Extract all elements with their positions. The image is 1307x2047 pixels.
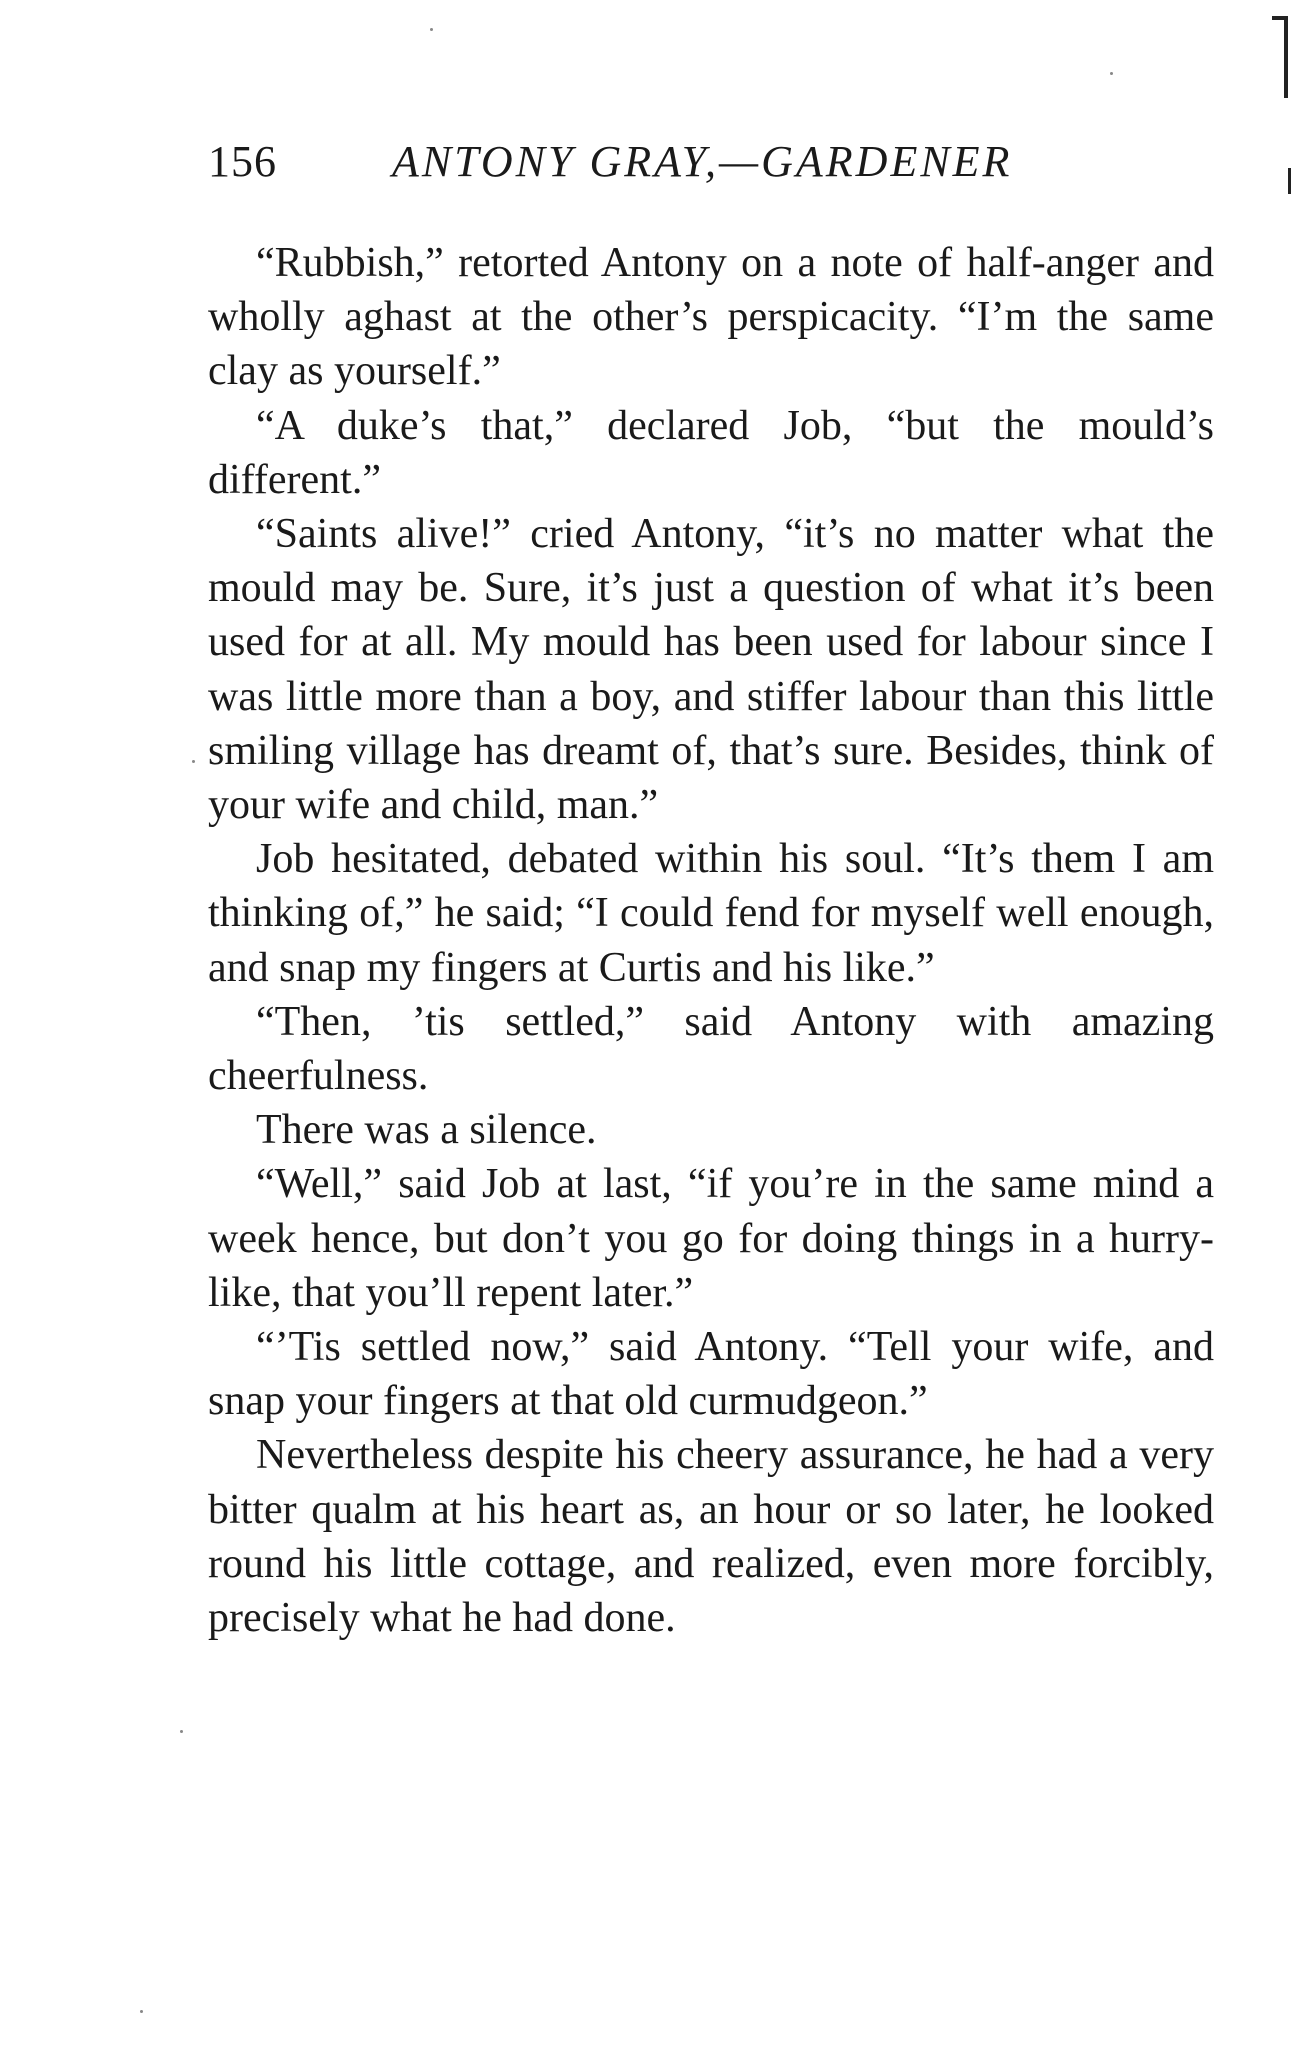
running-title: ANTONY GRAY,—GARDENER — [392, 137, 1013, 186]
paragraph: “Well,” said Job at last, “if you’re in the same mind a week hence, but don’t you go for doing things in a hurry-like, that you’ll repent later.” — [208, 1161, 1214, 1316]
scan-edge-mark — [1284, 18, 1288, 98]
scan-speck — [140, 2010, 143, 2013]
paragraph: Job hesitated, debated within his soul. “It’s them I am thinking of,” he said; “I could fend for myself well enough, and snap my fingers at Curtis and his like.” — [208, 836, 1214, 991]
running-header — [208, 132, 1218, 192]
scan-speck — [192, 760, 195, 763]
paragraph: “A duke’s that,” declared Job, “but the mould’s different.” — [208, 402, 1214, 503]
page-number: 156 — [208, 137, 277, 186]
scan-speck — [180, 1730, 183, 1733]
scan-speck — [1110, 72, 1113, 75]
paragraph: “Then, ’tis settled,” said Antony with amazing cheerfulness. — [208, 998, 1214, 1100]
paragraph: “Saints alive!” cried Antony, “it’s no matter what the mould may be. Sure, it’s just a question of what it’s been used for at all. My mould has been used for labour since I was little more than a boy, and stiffer labour than this little smiling village has dreamt of, that’s sure. Besides, think of your wife and child, man.” — [208, 511, 1214, 829]
paragraph: Nevertheless despite his cheery assurance, he had a very bitter qualm at his heart as, an hour or so later, he looked round his little cottage, and realized, even more forcibly, precisely what he had done. — [208, 1432, 1214, 1642]
paragraph: There was a silence. — [256, 1107, 597, 1154]
scan-edge-mark — [1288, 168, 1291, 194]
body-text — [208, 236, 1214, 1645]
paragraph: “’Tis settled now,” said Antony. “Tell your wife, and snap your fingers at that old curmudgeon.” — [208, 1324, 1214, 1425]
scan-speck — [430, 28, 433, 31]
paragraph: “Rubbish,” retorted Antony on a note of half-anger and wholly aghast at the other’s perspicacity. “I’m the same clay as yourself.” — [208, 240, 1214, 395]
